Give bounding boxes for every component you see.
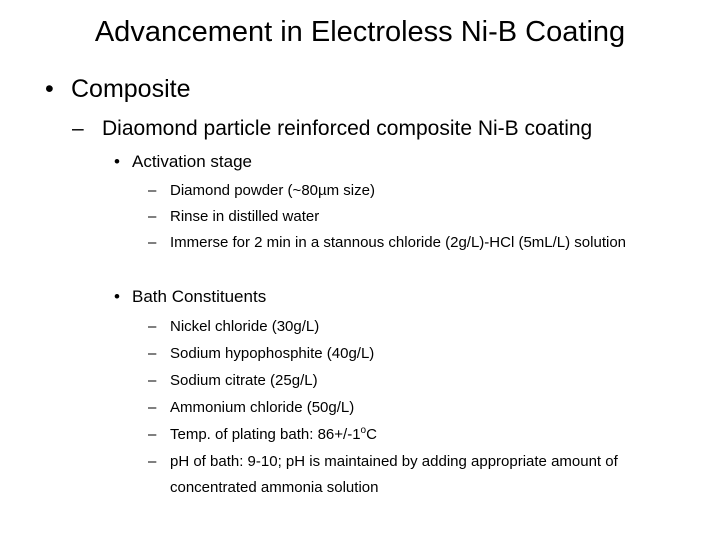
bath-item-text: Sodium citrate (25g/L)	[170, 372, 318, 389]
dash-marker: –	[148, 453, 157, 470]
bath-item-ph	[148, 449, 688, 501]
dash-marker: –	[148, 426, 157, 443]
dash-marker: –	[148, 208, 157, 225]
bath-item-text: Sodium hypophosphite (40g/L)	[170, 345, 375, 362]
dash-marker: –	[148, 372, 157, 389]
activation-item-text: Diamond powder (~80µm size)	[170, 182, 375, 199]
activation-item-text: Rinse in distilled water	[170, 208, 320, 225]
subheading-text: Diaomond particle reinforced composite Ni-B coating	[102, 117, 593, 140]
bath-item-text: pH of bath: 9-10; pH is maintained by adding appropriate amount of concentrated ammonia solution	[170, 453, 618, 496]
dash-marker: –	[72, 117, 84, 140]
bullet-marker: •	[114, 287, 120, 306]
dash-marker: –	[148, 345, 157, 362]
bath-item-text	[170, 422, 377, 448]
temp-suffix: C	[366, 426, 377, 443]
bullet-marker: •	[45, 75, 54, 103]
activation-item	[148, 230, 648, 256]
dash-marker: –	[148, 182, 157, 199]
composite-heading: Composite	[71, 75, 191, 103]
bath-item-text: Nickel chloride (30g/L)	[170, 318, 320, 335]
slide-title: Advancement in Electroless Ni-B Coating	[94, 16, 626, 48]
dash-marker: –	[148, 318, 157, 335]
dash-marker: –	[148, 234, 157, 251]
dash-marker: –	[148, 399, 157, 416]
activation-item-text: Immerse for 2 min in a stannous chloride (2g/L)-HCl (5mL/L) solution	[170, 234, 627, 251]
bullet-marker: •	[114, 152, 120, 171]
degree-sup: o	[360, 425, 367, 436]
bath-heading: Bath Constituents	[132, 287, 267, 306]
bath-item-text: Ammonium chloride (50g/L)	[170, 399, 355, 416]
activation-heading: Activation stage	[132, 152, 253, 171]
temp-prefix: Temp. of plating bath: 86+/-1	[170, 426, 361, 443]
